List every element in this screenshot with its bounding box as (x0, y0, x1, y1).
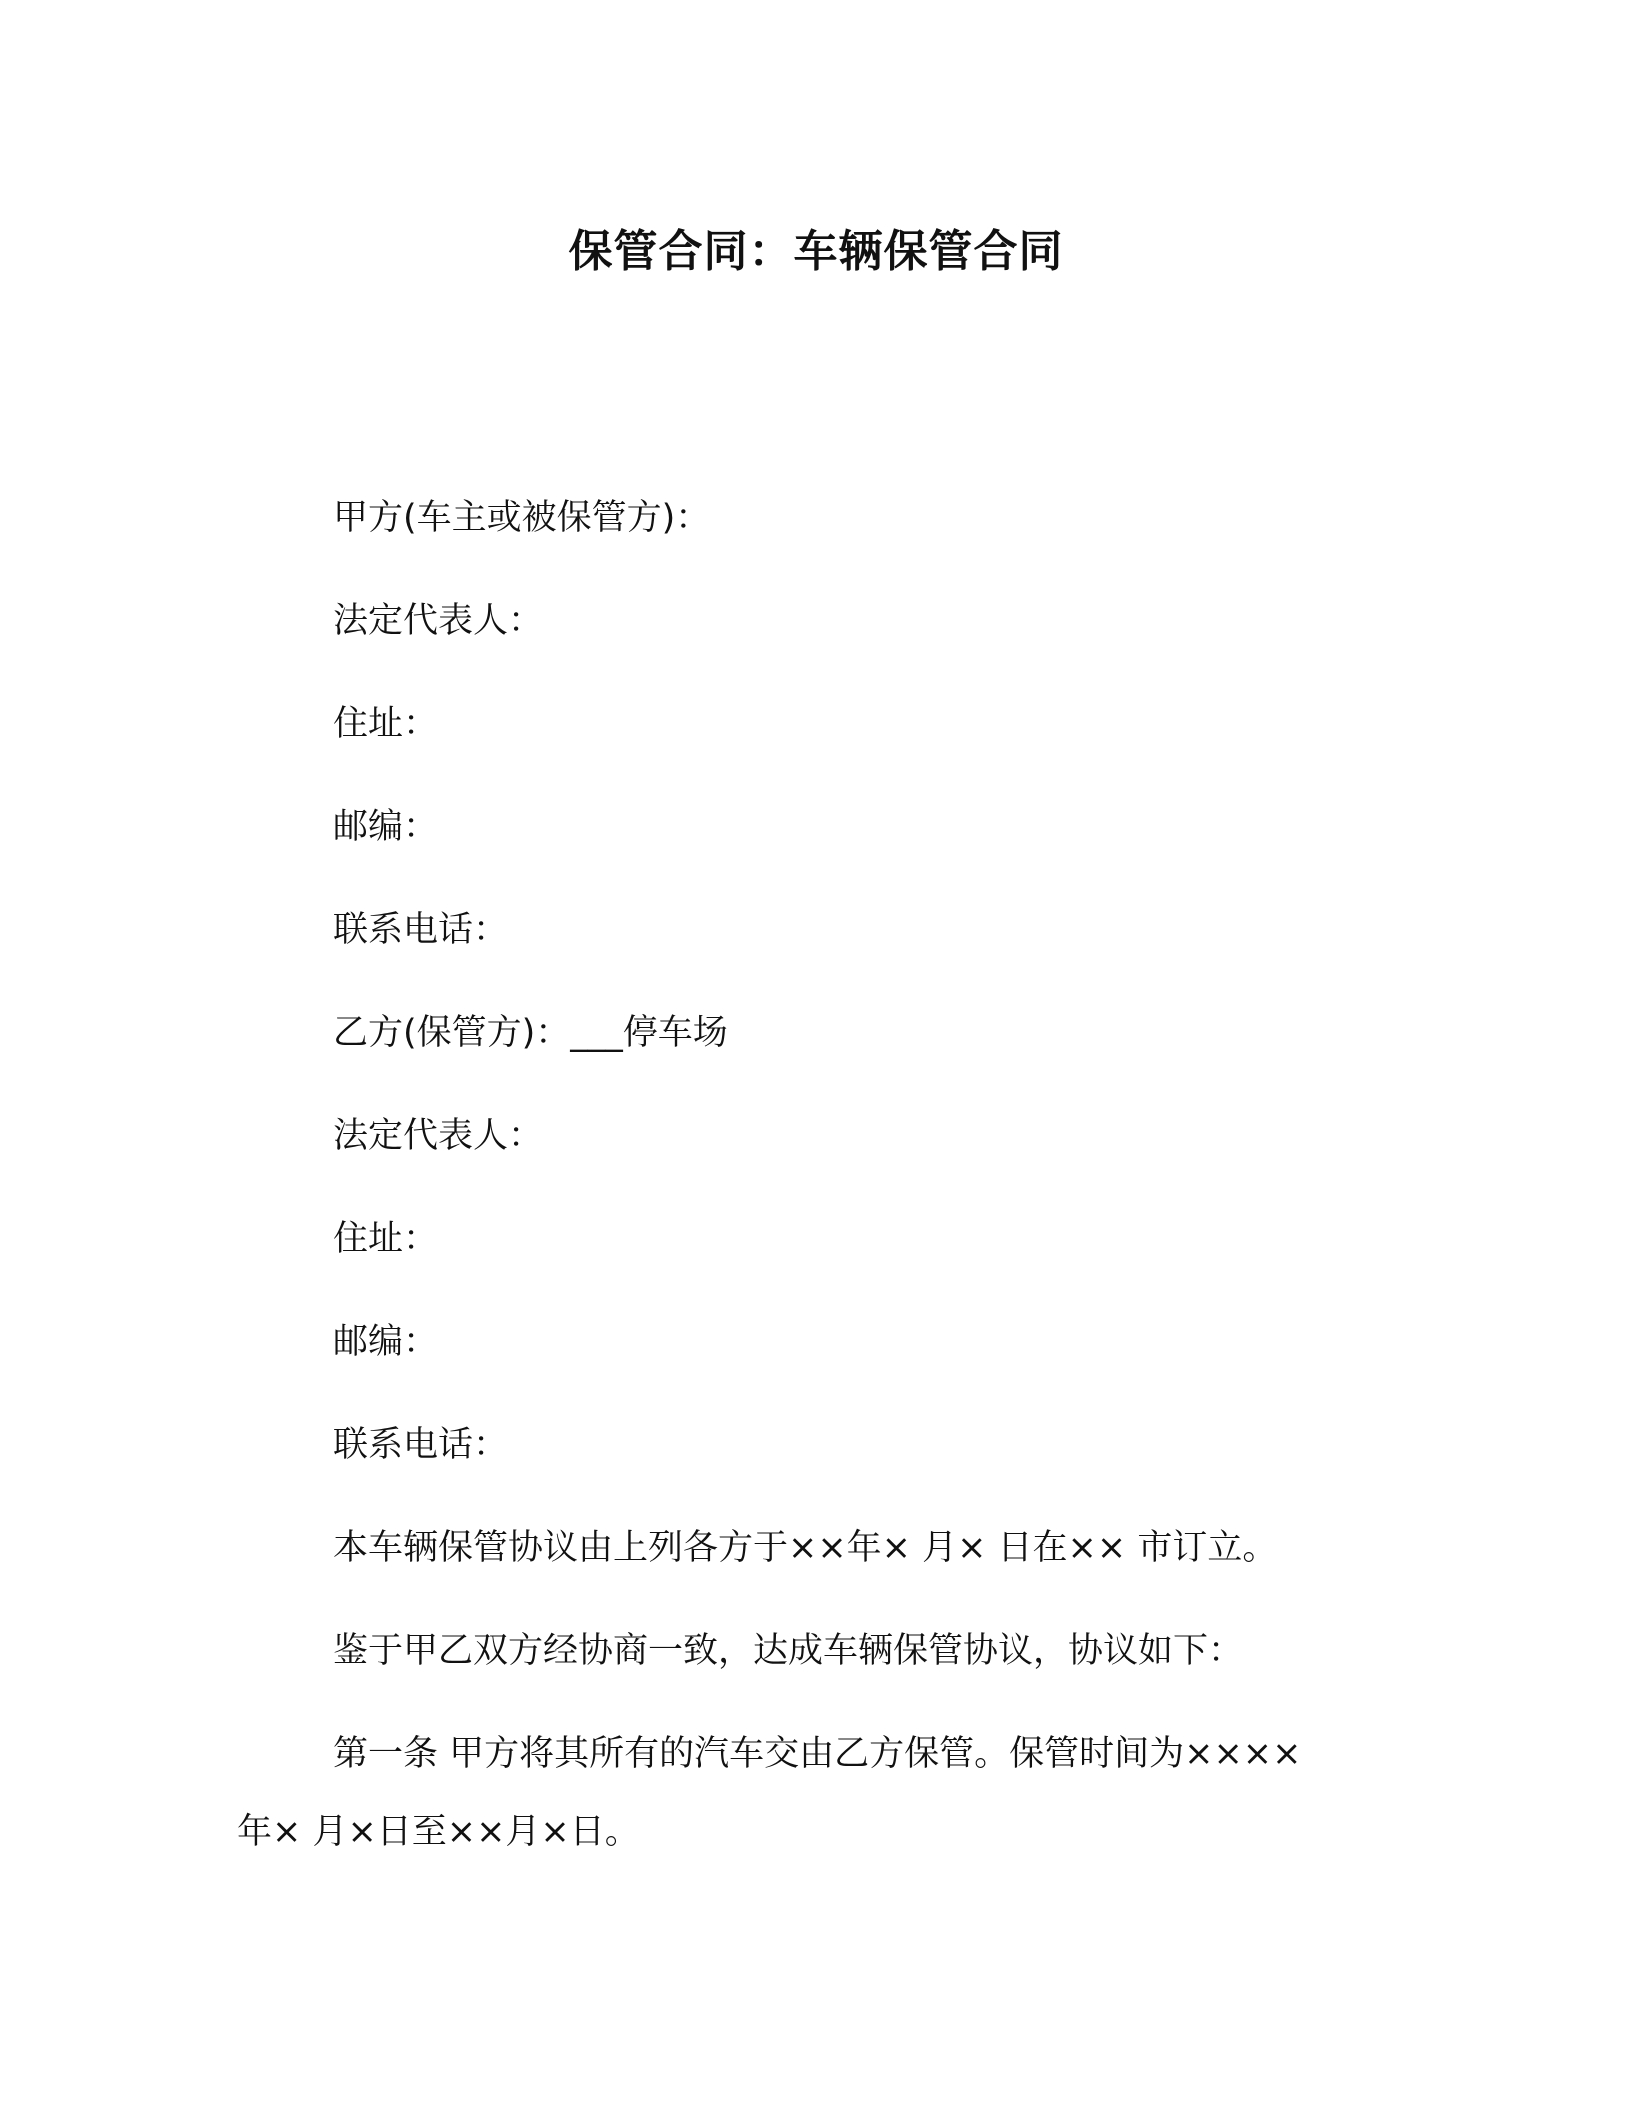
party-a-label: 甲方(车主或被保管方)： (333, 498, 711, 538)
party-b-label: 乙方(保管方)：___停车场 (333, 1013, 728, 1053)
signing-paragraph: 本车辆保管协议由上列各方于××年× 月× 日在×× 市订立。 (333, 1528, 1278, 1568)
party-a-legal-rep: 法定代表人： (333, 601, 544, 641)
party-a-phone: 联系电话： (333, 910, 509, 950)
party-a-postcode: 邮编： (333, 807, 439, 847)
agreement-paragraph: 鉴于甲乙双方经协商一致，达成车辆保管协议，协议如下： (333, 1631, 1244, 1671)
article-1-line-1: 第一条 甲方将其所有的汽车交由乙方保管。保管时间为×××× (333, 1734, 1302, 1774)
party-b-postcode: 邮编： (333, 1322, 439, 1362)
document-title: 保管合同：车辆保管合同 (568, 226, 1064, 277)
party-b-address: 住址： (333, 1219, 439, 1259)
party-a-address: 住址： (333, 704, 439, 744)
party-b-legal-rep: 法定代表人： (333, 1116, 544, 1156)
party-b-phone: 联系电话： (333, 1425, 509, 1465)
article-1-line-2: 年× 月×日至××月×日。 (237, 1812, 640, 1852)
